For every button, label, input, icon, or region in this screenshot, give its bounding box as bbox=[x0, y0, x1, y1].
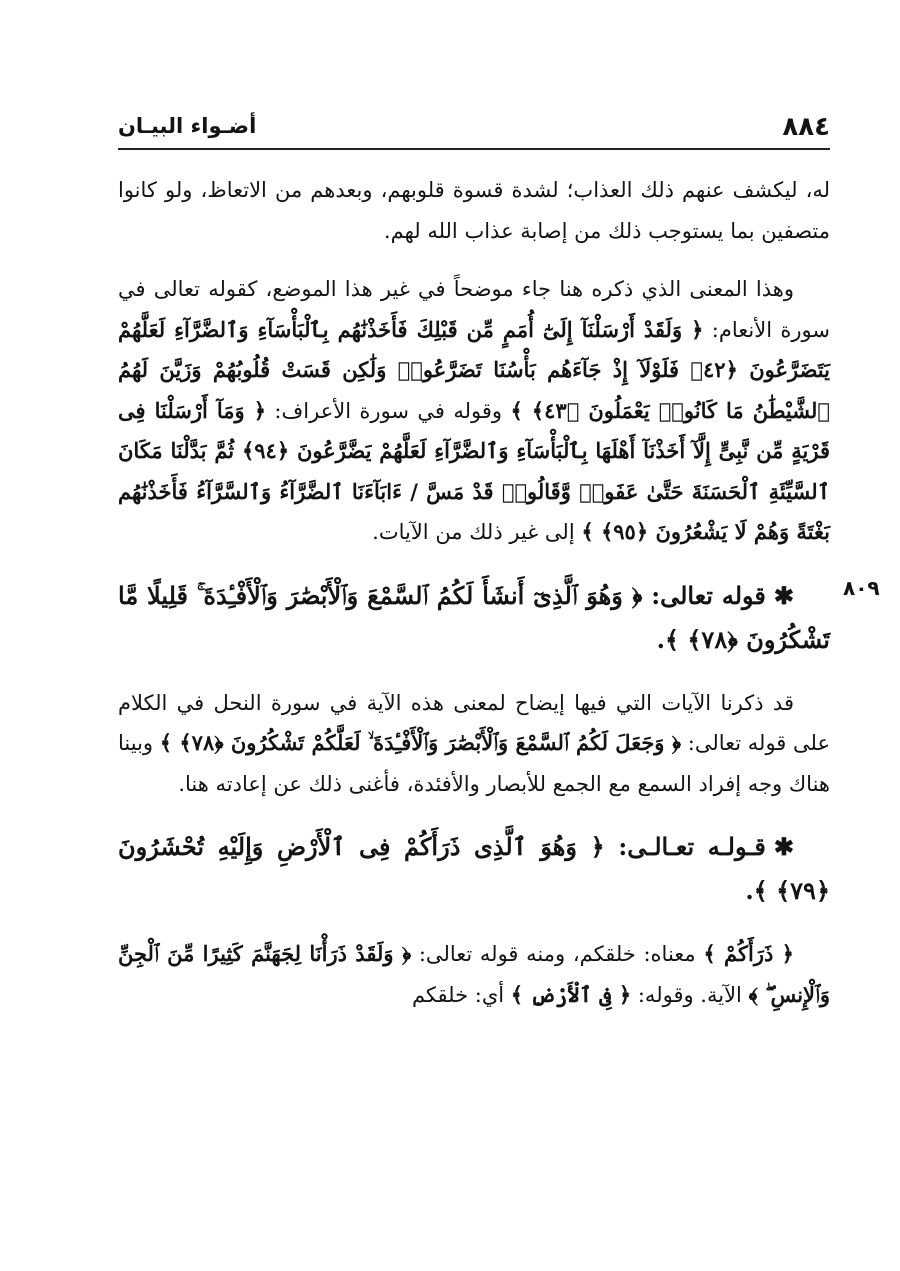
page-body bbox=[118, 170, 830, 1036]
page-number: ٨٨٤ bbox=[782, 112, 830, 142]
quran-verse-araf: ﴿ وَمَآ أَرْسَلْنَا فِى قَرْيَةٍ مِّن نَّبِىٍّ إِلَّآ أَخَذْنَآ أَهْلَهَا بِٱلْبَأْسَآءِ وَٱلضَّرَّآءِ لَعَلَّهُمْ يَضَّرَّعُونَ ﴿٩٤﴾ ثُمَّ بَدَّلْنَا مَكَانَ ٱلسَّيِّئَةِ ٱلْحَسَنَةَ حَتَّىٰ عَفَوا۟ وَّقَالُوا۟ قَدْ مَسَّ / ءَابَآءَنَا ٱلضَّرَّآءُ وَٱلسَّرَّآءُ فَأَخَذْنَٰهُم بَغْتَةً وَهُمْ لَا يَشْعُرُونَ ﴿٩٥﴾ ﴾ bbox=[118, 397, 830, 544]
star-icon: ✱ bbox=[773, 580, 795, 610]
paragraph-2-intro: وهذا المعنى الذي ذكره هنا جاء موضحاً في غير هذا الموضع، كقوله تعالى في سورة الأنعام: bbox=[118, 277, 830, 342]
page-header bbox=[118, 110, 830, 150]
verse-heading-79: ✱قـولـه تعـالـى: ﴿ وَهُوَ ٱلَّذِى ذَرَأَكُمْ فِى ٱلْأَرْضِ وَإِلَيْهِ تُحْشَرُونَ ﴿٧٩﴾ ﴾. bbox=[118, 832, 830, 905]
paragraph-2 bbox=[118, 269, 830, 553]
paragraph-2-end: إلى غير ذلك من الآيات. bbox=[372, 520, 575, 544]
quran-verse-araf-179: ﴿ وَلَقَدْ ذَرَأْنَا لِجَهَنَّمَ كَثِيرًا مِّنَ ٱلْجِنِّ وَٱلْإِنسِ ۖ ﴾ bbox=[118, 941, 830, 1007]
star-icon: ✱ bbox=[773, 832, 794, 861]
quran-verse-79: ﴿ وَهُوَ ٱلَّذِى ذَرَأَكُمْ فِى ٱلْأَرْضِ وَإِلَيْهِ تُحْشَرُونَ ﴿٧٩﴾ ﴾ bbox=[118, 832, 830, 905]
quran-word-dharaakum: ﴿ ذَرَأَكُمْ ﴾ bbox=[703, 941, 794, 966]
paragraph-3-intro: قد ذكرنا الآيات التي فيها إيضاح لمعنى هذه الآية في سورة النحل في الكلام على قوله تعالى: bbox=[118, 690, 830, 755]
paragraph-4-part-b: الآية. وقوله: bbox=[637, 982, 742, 1007]
paragraph-4-part-a: معناه: خلقكم، ومنه قوله تعالى: bbox=[418, 942, 696, 966]
paragraph-4 bbox=[118, 934, 830, 1015]
paragraph-1: له، ليكشف عنهم ذلك العذاب؛ لشدة قسوة قلوبهم، وبعدهم من الاتعاظ، ولو كانوا متصفين بما يستوجب ذلك من إصابة عذاب الله لهم. bbox=[118, 178, 830, 243]
quran-verse-78: ﴿ وَهُوَ ٱلَّذِىٓ أَنشَأَ لَكُمُ ٱلسَّمْعَ وَٱلْأَبْصَٰرَ وَٱلْأَفْـِٔدَةَ ۚ قَلِيلًا مَّا تَشْكُرُونَ ﴿٧٨﴾ ﴾ bbox=[118, 580, 830, 654]
quran-verse-anam: ﴿ وَلَقَدْ أَرْسَلْنَآ إِلَىٰٓ أُمَمٍ مِّن قَبْلِكَ فَأَخَذْنَٰهُم بِٱلْبَأْسَآءِ وَٱلضَّرَّآءِ لَعَلَّهُمْ يَتَضَرَّعُونَ ﴿٤٢﴾ فَلَوْلَآ إِذْ جَآءَهُم بَأْسُنَا تَضَرَّعُوا۟ وَلَٰكِن قَسَتْ قُلُوبُهُمْ وَزَيَّنَ لَهُمُ ٱلشَّيْطَٰنُ مَا كَانُوا۟ يَعْمَلُونَ ﴿٤٣﴾ ﴾ bbox=[118, 316, 831, 423]
margin-page-reference: ٨٠٩ bbox=[843, 576, 880, 600]
quran-word-fil-ard: ﴿ فِى ٱلْأَرْضِ ﴾ bbox=[510, 981, 632, 1007]
heading-label: قوله تعالى: bbox=[651, 580, 766, 610]
paragraph-3 bbox=[118, 683, 830, 805]
paragraph-3-end: وبينا هناك وجه إفراد السمع مع الجمع للأبصار والأفئدة، فأغنى ذلك عن إعادته هنا. bbox=[118, 731, 830, 796]
paragraph-2-middle: وقوله في سورة الأعراف: bbox=[274, 398, 503, 423]
book-title: أضـواء البيـان bbox=[118, 114, 257, 138]
heading-label: قـولـه تعـالـى: bbox=[618, 832, 766, 861]
quran-verse-nahl: ﴿ وَجَعَلَ لَكُمُ ٱلسَّمْعَ وَٱلْأَبْصَٰرَ وَٱلْأَفْـِٔدَةَ ۙ لَعَلَّكُمْ تَشْكُرُونَ ﴿٧٨﴾ ﴾ bbox=[159, 730, 682, 755]
verse-heading-78: ✱قوله تعالى: ﴿ وَهُوَ ٱلَّذِىٓ أَنشَأَ لَكُمُ ٱلسَّمْعَ وَٱلْأَبْصَٰرَ وَٱلْأَفْـِٔدَةَ ۚ قَلِيلًا مَّا تَشْكُرُونَ ﴿٧٨﴾ ﴾. bbox=[118, 580, 830, 654]
paragraph-4-part-c: أي: خلقكم bbox=[411, 982, 505, 1007]
